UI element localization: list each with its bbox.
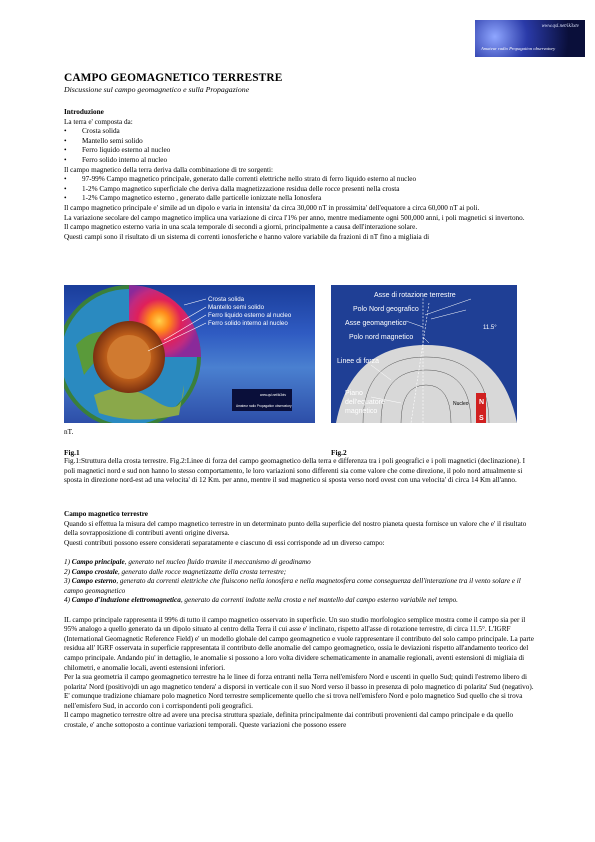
campo-item: 2) Campo crostale, generato dalle rocce magnetizzatte della crosta terrestre; <box>64 567 287 576</box>
fig1-caption-label: Fig.1 <box>64 448 80 457</box>
label-nucleo: Nucleo <box>453 401 469 407</box>
label-pole-s: S <box>479 415 484 422</box>
logo-url: www.qsl.net/ik3xtv <box>541 24 579 29</box>
fig1-stamp-url: www.qsl.net/ik3xtv <box>260 393 287 397</box>
fig2-caption-label: Fig.2 <box>331 448 347 457</box>
intro-paragraph-end: nT. <box>64 428 74 436</box>
campo-paragraph: Il campo magnetico terrestre oltre ad avere una precisa struttura spaziale, definita principalmente dai contributi provenienti dal campo principale e da quello crostale, e' anche sottoposto a continue variazioni temporali. Queste variazioni che possono essere <box>64 711 514 730</box>
source-item: • 1-2% Campo magnetico esterno , generato dalle particelle ionizzate nella Ionosfera <box>64 194 534 204</box>
intro-paragraph: Questi campi sono il risultato di un sistema di correnti ionosferiche e hanno valore variabile da frazioni di nT fino a migliaia di <box>64 232 430 241</box>
label-equatore: dell'equatore <box>345 399 385 406</box>
label-angle: 11.5° <box>483 325 497 331</box>
layer-item: • Mantello semi solido <box>64 137 534 147</box>
campo-paragraph: Per la sua geometria il campo geomagnetico terrestre ha le linee di forza entranti nella Terra nell'emisfero Nord e uscenti in quello Sud; quindi l'estremo libero di polarita' Nord (positivo)di un ago magnetico tendera' a disporsi in verticale con il suo Nord verso il basso in presenza di polo magnetico di polarita' Sud (negativo). E' comunque tradizione chiamare polo magnetico Nord terrestre semplicemente quello che si trova nell'emisfero Nord e polo magnetico Sud quello che si trova nell'emisfero Sud, in accordo con i corrispondenti poli geografici. <box>64 673 534 710</box>
earth-structure-illustration <box>64 285 315 423</box>
page-subtitle: Discussione sul campo geomagnetico e sulla Propagazione <box>64 85 250 94</box>
label-magnetico: magnetico <box>345 408 378 415</box>
label-asse-rotazione: Asse di rotazione terrestre <box>374 292 456 299</box>
campo-heading: Campo magnetico terrestre <box>64 510 148 518</box>
label-asse-geomagnetico: Asse geomagnetico <box>345 320 407 327</box>
layer-item: • Ferro solido interno al nucleo <box>64 156 534 166</box>
label-polo-nord-magnetico: Polo nord magnetico <box>349 334 414 341</box>
label-crosta: Crosta solida <box>208 296 245 303</box>
intro-line2: Il campo magnetico della terra deriva dalla combinazione di tre sorgenti: <box>64 165 274 174</box>
campo-paragraph: Questi contributi possono essere considerati separatamente e ciascuno di essi corrisponde ad un diverso campo: <box>64 538 385 547</box>
source-item: • 1-2% Campo magnetico superficiale che deriva dalla magnetizzazione residua delle rocce presenti nella crosta <box>64 185 534 195</box>
campo-item: 4) Campo d'induzione elettromagnetica, generato da correnti indotte nella crosta e nel mantello dal campo esterno variabile nel tempo. <box>64 596 458 605</box>
label-ferro-solido: Ferro solido interno al nucleo <box>208 320 288 327</box>
campo-item: 3) Campo esterno, generato da correnti elettriche che fluiscono nella ionosfera e nella magnetosfera come conseguenza dell'interazione tra il vento solare e il campo geomagnetico <box>64 577 521 595</box>
source-item: • 97-99% Campo magnetico principale, generato dalle correnti elettriche nello strato di ferro liquido esterno al nucleo <box>64 175 534 185</box>
figure-caption-text: Fig.1:Struttura della crosta terrestre. Fig.2:Linee di forza del campo geomagnetico della terra e differenza tra i poli geografici e i poli magnetici (declinazione). I poli magnetici nord e sud non hanno lo stesso comportamento, le loro variazioni sono differenti sia come valore che come direzione, il polo nord attualmente si sposta in direzione nord-est ad una velocita' di 12 Km. per anno, mentre il sud magnetico si sposta verso nord ovest con una velocita' di circa 14 Km all'anno. <box>64 457 526 485</box>
campo-paragraph: Quando si effettua la misura del campo magnetico terrestre in un determinato punto della superficie del nostro pianeta questa fornisce un valore che e' il risultato della sovrapposizione di contributi aventi origine diversa. <box>64 519 527 538</box>
label-mantello: Mantello semi solido <box>208 304 265 311</box>
logo-caption: Amateur radio Propagation observatory <box>481 46 556 51</box>
figure-field-lines <box>331 285 517 423</box>
fig1-stamp-caption: Amateur radio Propagation observatory <box>236 404 292 408</box>
label-ferro-liquido: Ferro liquido esterno al nucleo <box>208 312 292 319</box>
intro-paragraph: La variazione secolare del campo magnetico implica una variazione di circa l'1% per anno, mentre mediamente ogni 500,000 anni, i poli magnetici si invertono. <box>64 213 525 222</box>
layer-item: • Crosta solida <box>64 127 534 137</box>
campo-section <box>64 510 534 731</box>
field-lines-illustration <box>331 285 517 423</box>
page-title: CAMPO GEOMAGNETICO TERRESTRE <box>64 72 283 84</box>
intro-paragraph: Il campo magnetico esterno varia in una scala temporale di secondi a giorni, principalmente a causa dell'interazione solare. <box>64 223 418 232</box>
campo-item: 1) Campo principale, generato nel nucleo fluido tramite il meccanismo di geodinamo <box>64 557 311 566</box>
label-pole-n: N <box>479 399 485 406</box>
intro-line1: La terra e' composta da: <box>64 117 133 126</box>
label-piano: Piano <box>345 390 363 397</box>
campo-paragraph: IL campo principale rappresenta il 99% di tutto il campo magnetico osservato in superficie. Un suo studio morfologico semplice mostra come il campo sia per il 95% analogo a quello generato da un dipolo situato al centro della Terra il cui asse e' inclinato, rispetto all'asse di rotazione terrestre, di circa 11.5°. L'IGRF (International Geomagnetic Reference Field) e' un modello globale del campo geomagnetico e vuole rappresentare il contributo del solo campo principale. La parte residua all' IGRF osservata in superficie rappresentata il contributo delle anomalie del campo geomagnetico, ossia le deviazioni rispetto all'andamento teorico del campo principale. Andando piu' in dettaglio, le anomalie si possono a loro volta dividere schematicamente in anamalie regionali, aventi estensioni di migliaia di chilometri, e anomalie locali, aventi estensioni inferiori. <box>64 615 534 672</box>
label-linee-di-forza: Linee di forza <box>337 358 380 365</box>
intro-heading: Introduzione <box>64 108 104 116</box>
intro-section <box>64 108 534 242</box>
intro-paragraph: Il campo magnetico principale e' simile ad un dipolo e varia in intensita' da circa 30,000 nT in prossimita' dell'equatore a circa 60,000 nT ai poli. <box>64 203 480 212</box>
observatory-logo <box>475 20 585 57</box>
layer-item: • Ferro liquido esterno al nucleo <box>64 146 534 156</box>
figure-earth-structure <box>64 285 315 423</box>
label-polo-nord-geografico: Polo Nord geografico <box>353 306 419 313</box>
